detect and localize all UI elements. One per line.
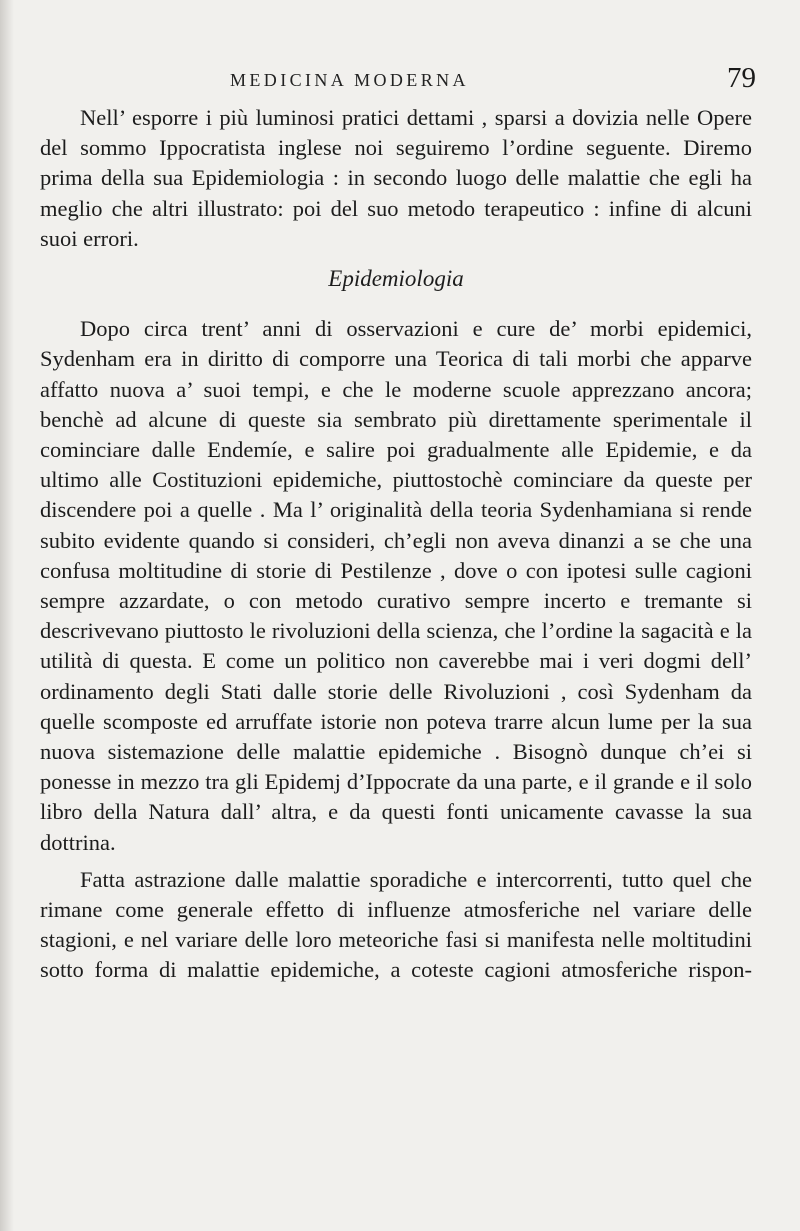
paragraph-intro: Nell’ esporre i più luminosi pratici dettami , sparsi a dovizia nelle Opere del sommo Ippocratista inglese noi seguiremo l’ordine seguente. Diremo prima della sua Epidemiologia : in secondo luogo delle malattie che egli ha meglio che altri illustrato: poi del suo metodo terapeutico : infine di alcuni suoi errori. xyxy=(40,105,752,251)
gutter-shadow xyxy=(0,0,14,1231)
body-text xyxy=(40,103,752,986)
paragraph-epidemiology: Dopo circa trent’ anni di osservazioni e cure de’ morbi epidemici, Sydenham era in diritto di comporre una Teorica di tali morbi che apparve affatto nuova a’ suoi tempi, e che le moderne scuole apprezzano ancora; benchè ad alcune di queste sia sembrato più direttamente sperimentale il cominciare dalle Endemíe, e salire poi gradualmente alle Epidemie, e da ultimo alle Costituzioni epidemiche, piuttostochè cominciare da queste per discendere poi a quelle . Ma l’ originalità della teoria Sydenhamiana si rende subito evidente quando si consideri, ch’egli non aveva dinanzi a se che una confusa moltitudine di storie di Pestilenze , dove o con ipotesi sulle cagioni sempre azzardate, o con metodo curativo sempre incerto e tremante si descrivevano piuttosto le rivoluzioni della scienza, che l’ordine la sagacità e la utilità di questa. E come un politico non caverebbe mai i veri dogmi dell’ ordinamento degli Stati dalle storie delle Rivoluzioni , così Sydenham da quelle scomposte ed arruffate istorie non poteva trarre alcun lume per la sua nuova sistemazione delle malattie epidemiche . Bisognò dunque ch’ei si ponesse in mezzo tra gli Epidemj d’Ippocrate da una parte, e il grande e il solo libro della Natura dall’ altra, e da questi fonti unicamente cavasse la sua dottrina. xyxy=(40,316,752,855)
paragraph-atmospheric-causes: Fatta astrazione dalle malattie sporadiche e intercorrenti, tutto quel che rimane come generale effetto di influenze atmosferiche nel variare delle stagioni, e nel variare delle loro meteoriche fasi si manifesta nelle moltitudini sotto forma di malattie epidemiche, a coteste cagioni atmosferiche rispon- xyxy=(40,866,752,983)
section-heading: Epidemiologia xyxy=(328,266,464,292)
running-head xyxy=(40,62,760,102)
page-number: 79 xyxy=(727,62,756,94)
running-title: MEDICINA MODERNA xyxy=(230,70,469,90)
